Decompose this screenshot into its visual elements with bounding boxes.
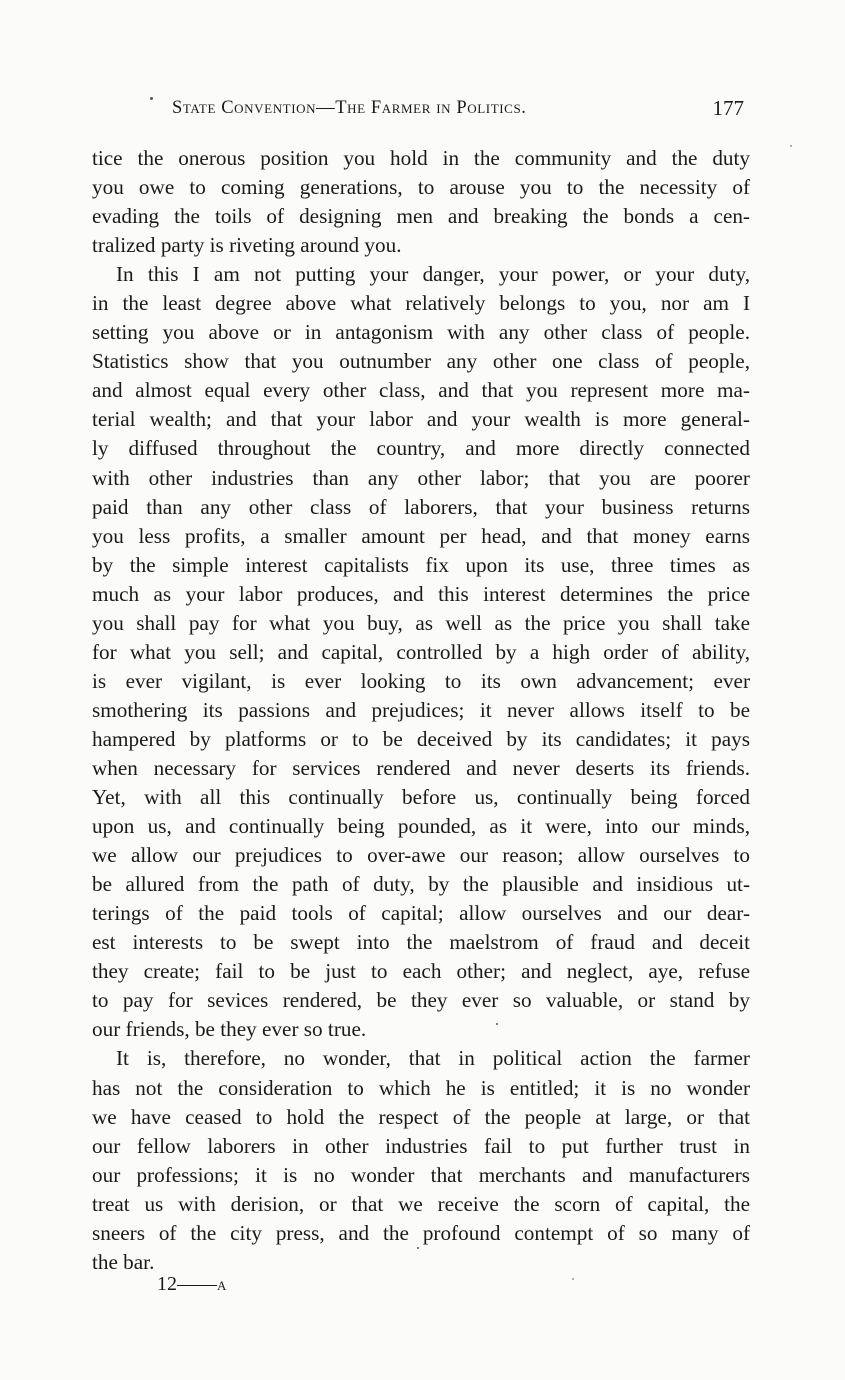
text-line: when necessary for services rendered and never deserts its friends. xyxy=(92,755,750,780)
print-speck xyxy=(150,97,153,100)
text-line: upon us, and continually being pounded, as it were, into our minds, xyxy=(92,814,750,839)
text-line: terings of the paid tools of capital; allow ourselves and our dear- xyxy=(92,901,750,926)
text-line: terial wealth; and that your labor and your wealth is more general- xyxy=(92,407,750,432)
text-line: by the simple interest capitalists fix upon its use, three times as xyxy=(92,552,750,577)
text-line: our fellow laborers in other industries fail to put further trust in xyxy=(92,1133,750,1158)
running-head: State Convention—The Farmer in Politics. xyxy=(172,98,527,118)
text-line: Statistics show that you outnumber any other one class of people, xyxy=(92,349,750,374)
text-line: setting you above or in antagonism with any other class of people. xyxy=(92,320,750,345)
text-line: hampered by platforms or to be deceived by its candidates; it pays xyxy=(92,726,750,751)
text-line: evading the toils of designing men and breaking the bonds a cen- xyxy=(92,204,750,229)
text-line: for what you sell; and capital, controlled by a high order of ability, xyxy=(92,639,750,664)
text-line: you less profits, a smaller amount per head, and that money earns xyxy=(92,523,750,548)
page-number: 177 xyxy=(712,96,744,120)
text-line: tice the onerous position you hold in the community and the duty xyxy=(92,146,750,170)
text-line: treat us with derision, or that we receive the scorn of capital, the xyxy=(92,1191,750,1216)
paragraph xyxy=(92,1044,750,1276)
text-line: to pay for sevices rendered, be they ever so valuable, or stand by xyxy=(92,988,750,1013)
print-speck xyxy=(417,1247,419,1249)
text-line: be allured from the path of duty, by the plausible and insidious ut- xyxy=(92,872,750,897)
print-speck xyxy=(572,1278,574,1280)
text-line: smothering its passions and prejudices; it never allows itself to be xyxy=(92,697,750,722)
text-line: is ever vigilant, is ever looking to its own advancement; ever xyxy=(92,668,750,693)
text-line: our friends, be they ever so true. xyxy=(92,1017,367,1042)
text-line: in the least degree above what relatively belongs to you, nor am I xyxy=(92,291,750,316)
text-line: paid than any other class of laborers, that your business returns xyxy=(92,494,750,519)
text-line: est interests to be swept into the maelstrom of fraud and deceit xyxy=(92,930,750,955)
print-speck xyxy=(496,1023,498,1025)
text-line: they create; fail to be just to each other; and neglect, aye, refuse xyxy=(92,959,750,984)
text-line: our professions; it is no wonder that merchants and manufacturers xyxy=(92,1162,750,1187)
text-line: tralized party is riveting around you. xyxy=(92,233,402,258)
text-line: Yet, with all this continually before us, continually being forced xyxy=(92,785,750,810)
signature-letter: A xyxy=(217,1278,228,1293)
body-text xyxy=(92,144,750,1277)
signature-mark xyxy=(157,1273,227,1296)
signature-dash: —— xyxy=(177,1273,217,1295)
text-line: has not the consideration to which he is entitled; it is no wonder xyxy=(92,1075,750,1100)
text-line: we allow our prejudices to over-awe our reason; allow ourselves to xyxy=(92,843,750,868)
signature-number: 12 xyxy=(157,1273,177,1295)
text-line: sneers of the city press, and the profound contempt of so many of xyxy=(92,1220,750,1245)
text-line: much as your labor produces, and this interest determines the price xyxy=(92,581,750,606)
paragraph xyxy=(92,144,750,260)
page-header xyxy=(92,96,752,126)
text-line: the bar. xyxy=(92,1249,155,1274)
text-line: you shall pay for what you buy, as well as the price you shall take xyxy=(92,610,750,635)
text-line: ly diffused throughout the country, and more directly connected xyxy=(92,436,750,461)
text-line: In this I am not putting your danger, your power, or your duty, xyxy=(116,262,750,287)
text-line: and almost equal every other class, and that you represent more ma- xyxy=(92,378,750,403)
text-line: with other industries than any other labor; that you are poorer xyxy=(92,465,750,490)
print-speck xyxy=(790,145,792,147)
paragraph xyxy=(92,260,750,1044)
text-line: we have ceased to hold the respect of the people at large, or that xyxy=(92,1104,750,1129)
text-line: you owe to coming generations, to arouse you to the necessity of xyxy=(92,175,750,200)
text-line: It is, therefore, no wonder, that in political action the farmer xyxy=(116,1046,750,1071)
